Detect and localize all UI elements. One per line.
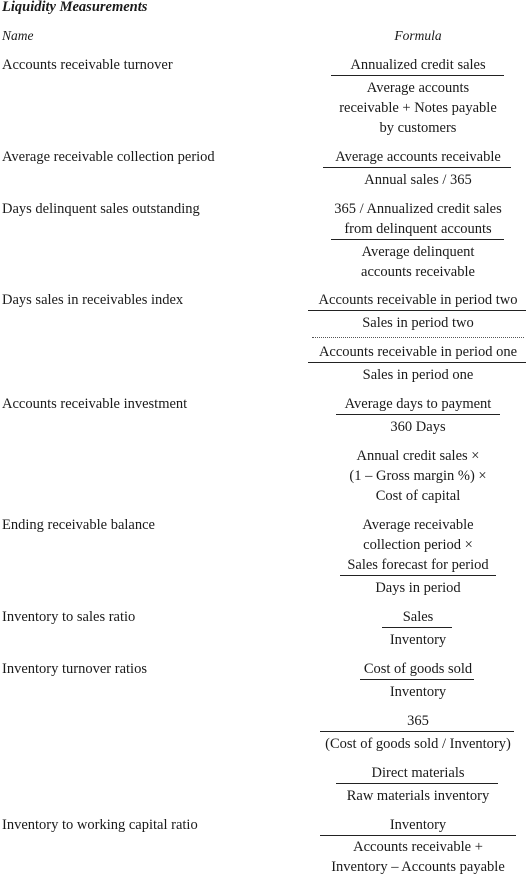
main-fraction-dotted-bar xyxy=(312,337,524,338)
name-column-header: Name xyxy=(2,28,34,43)
days-delinquent-denominator-line-2: accounts receivable xyxy=(361,264,475,280)
table-title: Liquidity Measurements xyxy=(2,0,148,15)
ar-turnover-denominator-line-2: receivable + Notes payable xyxy=(339,100,497,116)
row-name-dsri: Days sales in receivables index xyxy=(2,292,184,308)
fraction-bar xyxy=(331,75,504,76)
fraction-bar xyxy=(382,627,452,628)
ar-investment-multiplier-line-3: Cost of capital xyxy=(375,488,461,504)
dsri-inner-denominator-bottom: Sales in period one xyxy=(362,367,474,383)
ar-turnover-numerator: Annualized credit sales xyxy=(350,57,486,73)
ending-balance-numerator-line-2: collection period × xyxy=(363,537,473,553)
inv-turnover-formula-1-numerator: Cost of goods sold xyxy=(363,661,473,677)
fraction-bar xyxy=(308,310,526,311)
ending-balance-numerator-line-3: Sales forecast for period xyxy=(347,557,489,573)
inv-wc-denominator-line-1: Accounts receivable + xyxy=(353,839,483,855)
row-name-inv-turnover: Inventory turnover ratios xyxy=(2,661,147,677)
ar-turnover-denominator-line-1: Average accounts xyxy=(366,80,470,96)
ar-investment-numerator: Average days to payment xyxy=(344,396,492,412)
inv-turnover-formula-3-denominator: Raw materials inventory xyxy=(346,788,490,804)
fraction-bar xyxy=(340,575,496,576)
row-name-days-delinquent: Days delinquent sales outstanding xyxy=(2,201,200,217)
fraction-bar xyxy=(331,239,504,240)
ending-balance-denominator: Days in period xyxy=(375,580,461,596)
inv-sales-numerator: Sales xyxy=(402,609,434,625)
ar-investment-multiplier-line-1: Annual credit sales × xyxy=(356,448,480,464)
fraction-bar xyxy=(320,835,516,836)
inv-wc-denominator-line-2: Inventory – Accounts payable xyxy=(331,859,505,875)
dsri-inner-numerator-bottom: Accounts receivable in period one xyxy=(318,344,518,360)
ending-balance-numerator-line-1: Average receivable xyxy=(362,517,474,533)
row-name-inv-wc: Inventory to working capital ratio xyxy=(2,817,198,833)
days-delinquent-numerator-line-1: 365 / Annualized credit sales xyxy=(334,201,502,217)
formula-column-header: Formula xyxy=(394,28,442,43)
days-delinquent-denominator-line-1: Average delinquent xyxy=(361,244,475,260)
inv-turnover-formula-1-denominator: Inventory xyxy=(389,684,447,700)
fraction-bar xyxy=(320,731,514,732)
fraction-bar xyxy=(360,679,474,680)
row-name-ar-investment: Accounts receivable investment xyxy=(2,396,188,412)
avg-collection-numerator: Average accounts receivable xyxy=(335,149,501,165)
inv-turnover-formula-2-numerator: 365 xyxy=(407,713,429,729)
inv-turnover-formula-3-numerator: Direct materials xyxy=(371,765,465,781)
fraction-bar xyxy=(323,167,511,168)
ar-investment-multiplier-line-2: (1 – Gross margin %) × xyxy=(349,468,487,484)
days-delinquent-numerator-line-2: from delinquent accounts xyxy=(344,221,492,237)
fraction-bar xyxy=(308,362,526,363)
row-name-ar-turnover: Accounts receivable turnover xyxy=(2,57,173,73)
dsri-inner-numerator-top: Accounts receivable in period two xyxy=(318,292,518,308)
dsri-inner-denominator-top: Sales in period two xyxy=(362,315,474,331)
avg-collection-denominator: Annual sales / 365 xyxy=(364,172,472,188)
inv-turnover-formula-2-denominator: (Cost of goods sold / Inventory) xyxy=(325,736,511,752)
ar-investment-denominator: 360 Days xyxy=(390,419,446,435)
row-name-ending-balance: Ending receivable balance xyxy=(2,517,155,533)
row-name-avg-collection: Average receivable collection period xyxy=(2,149,215,165)
fraction-bar xyxy=(336,414,500,415)
inv-sales-denominator: Inventory xyxy=(389,632,447,648)
ar-turnover-denominator-line-3: by customers xyxy=(379,120,457,136)
inv-wc-numerator: Inventory xyxy=(389,817,447,833)
row-name-inv-sales: Inventory to sales ratio xyxy=(2,609,136,625)
fraction-bar xyxy=(336,783,498,784)
